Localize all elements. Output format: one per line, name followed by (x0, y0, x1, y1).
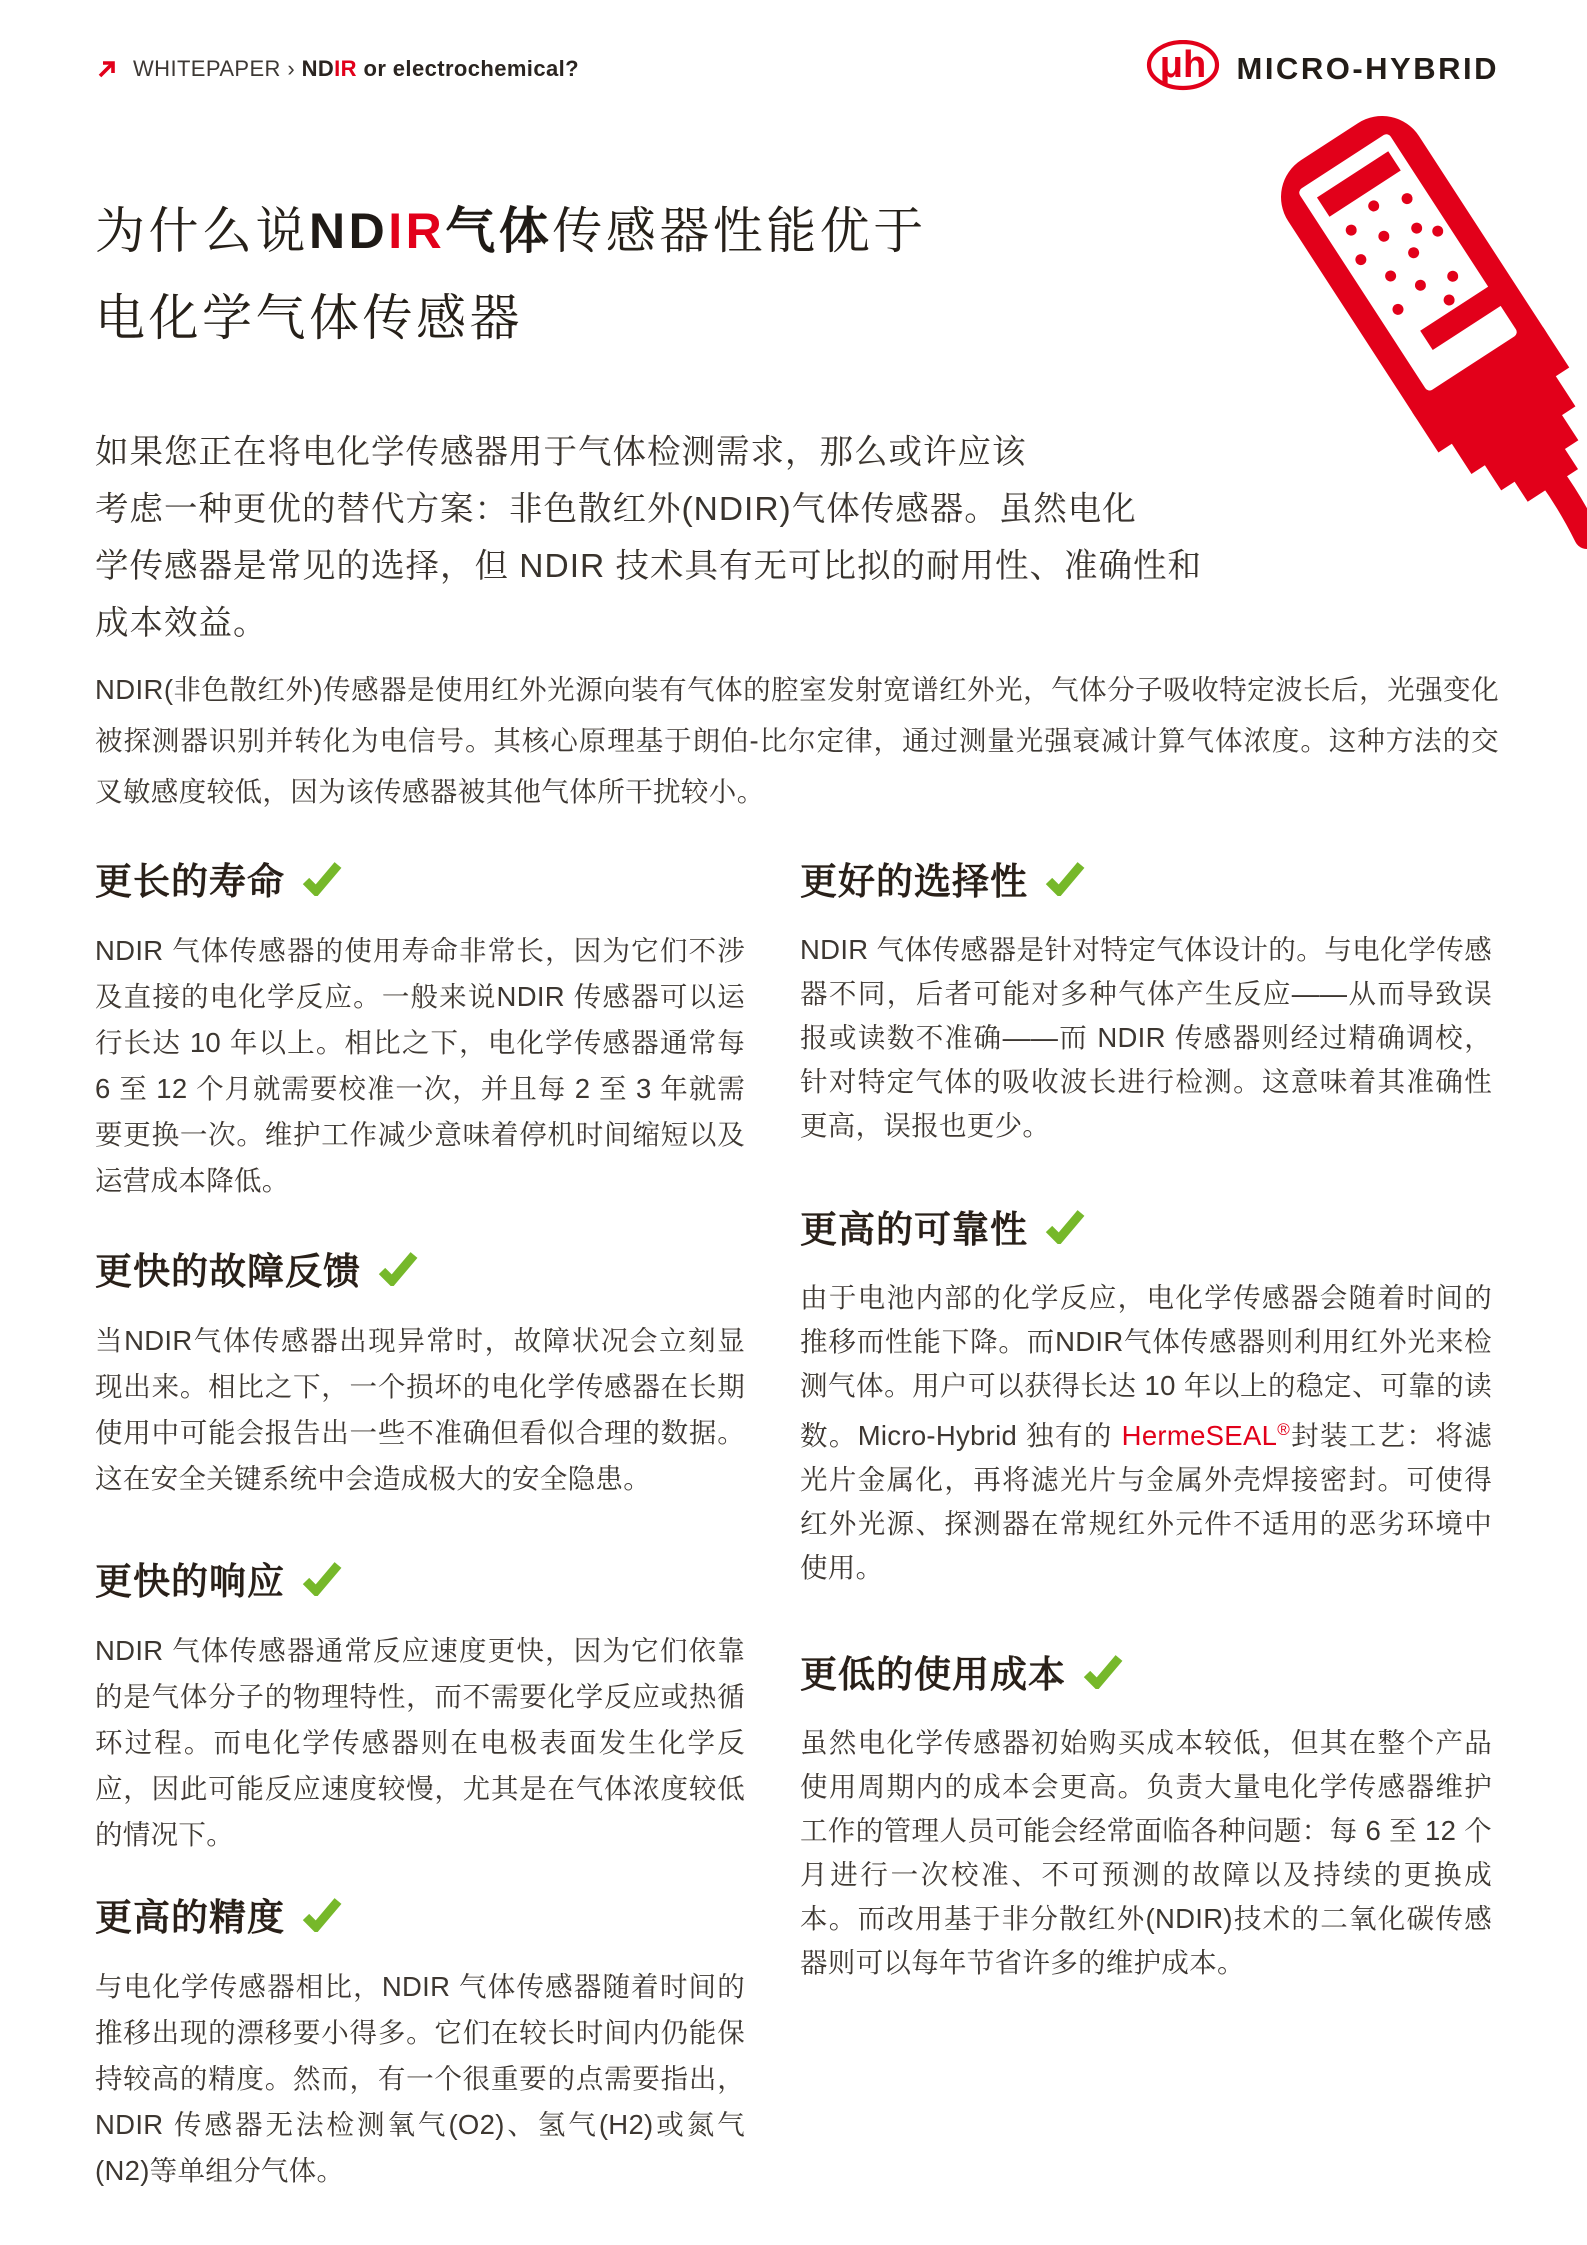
section-longer-lifespan (95, 852, 745, 1204)
breadcrumb (95, 56, 579, 82)
intro-line: 成本效益。 (95, 605, 268, 642)
check-icon (1082, 1647, 1124, 1707)
section-body (800, 1276, 1492, 1590)
page-title (95, 188, 1095, 362)
breadcrumb-ir: IR (334, 56, 357, 81)
title-part1: 为什么说 (95, 203, 309, 259)
breadcrumb-prefix: WHITEPAPER › (133, 56, 302, 81)
section-heading-text: 更快的响应 (95, 1561, 285, 1602)
section-heading (800, 852, 1492, 912)
section-faster-response (95, 1552, 745, 1858)
registered-mark: ® (1277, 1420, 1291, 1439)
section-heading (95, 1888, 745, 1948)
check-icon (301, 1554, 343, 1614)
section-body: NDIR 气体传感器通常反应速度更快，因为它们依靠的是气体分子的物理特性，而不需要化学反应或热循环过程。而电化学传感器则在电极表面发生化学反应，因此可能反应速度较慢，尤其是在气体浓度较低的情况下。 (95, 1635, 745, 1850)
section-heading-text: 更高的可靠性 (800, 1209, 1028, 1250)
logo-uh-icon (1145, 40, 1221, 98)
section-heading (800, 1645, 1492, 1705)
check-icon (377, 1244, 419, 1304)
breadcrumb-nd: ND (301, 56, 335, 81)
section-body-text: 由于电池内部的化学反应，电化学传感器会随着时间的推移而性能下降。而NDIR气体传感器则利用红外光来检测气体。用户可以获得长达 10 年以上的稳定、可靠的读数。Micro-Hybrid 独有的 (800, 1282, 1492, 1452)
section-body: 虽然电化学传感器初始购买成本较低，但其在整个产品使用周期内的成本会更高。负责大量电化学传感器维护工作的管理人员可能会经常面临各种问题：每 6 至 12 个月进行一次校准、不可预测的故障以及持续的更换成本。而改用基于非分散红外(NDIR)技术的二氧化碳传感器则可以每年节省许多的维护成本。 (800, 1727, 1492, 1978)
svg-text:μh: μh (1159, 44, 1206, 86)
page-title-line2: 电化学气体传感器 (95, 290, 523, 346)
intro-line: 考虑一种更优的替代方案：非色散红外(NDIR)气体传感器。虽然电化 (95, 491, 1137, 528)
check-icon (301, 854, 343, 914)
section-body-text: 封装工艺：将滤光片金属化，再将滤光片与金属外壳焊接密封。可使得红外光源、探测器在常规红外元件不适用的恶劣环境中使用。 (800, 1420, 1492, 1584)
section-better-selectivity (800, 852, 1492, 1148)
section-body: NDIR 气体传感器的使用寿命非常长，因为它们不涉及直接的电化学反应。一般来说NDIR 传感器可以运行长达 10 年以上。相比之下，电化学传感器通常每 6 至 12 个月就需要校准一次，并且每 2 至 3 年就需要更换一次。维护工作减少意味着停机时间缩短以及运营成本降低。 (95, 935, 745, 1196)
section-heading (95, 852, 745, 912)
section-lower-cost (800, 1645, 1492, 1985)
page-title-line1 (95, 188, 1095, 275)
section-higher-reliability (800, 1200, 1492, 1590)
check-icon (1044, 854, 1086, 914)
intro-paragraph (95, 424, 1275, 652)
hermeseal-brand-text: HermeSEAL (1121, 1420, 1278, 1452)
description-paragraph: NDIR(非色散红外)传感器是使用红外光源向装有气体的腔室发射宽谱红外光，气体分子吸收特定波长后，光强变化被探测器识别并转化为电信号。其核心原理基于朗伯-比尔定律，通过测量光强衰减计算气体浓度。这种方法的交叉敏感度较低，因为该传感器被其他气体所干扰较小。 (95, 674, 1499, 807)
section-heading (95, 1242, 745, 1302)
section-body: 与电化学传感器相比，NDIR 气体传感器随着时间的推移出现的漂移要小得多。它们在较长时间内仍能保持较高的精度。然而，有一个很重要的点需要指出，NDIR 传感器无法检测氧气(O2)、氢气(H2)或氮气(N2)等单组分气体。 (95, 1971, 745, 2186)
section-faster-fault-feedback (95, 1242, 745, 1502)
check-icon (1044, 1202, 1086, 1262)
section-heading-text: 更好的选择性 (800, 861, 1028, 902)
section-body: 当NDIR气体传感器出现异常时，故障状况会立刻显现出来。相比之下，一个损坏的电化学传感器在长期使用中可能会报告出一些不准确但看似合理的数据。这在安全关键系统中会造成极大的安全隐患。 (95, 1325, 745, 1494)
check-icon (301, 1890, 343, 1950)
section-heading-text: 更快的故障反馈 (95, 1251, 361, 1292)
section-heading-text: 更低的使用成本 (800, 1654, 1066, 1695)
breadcrumb-rest: or electrochemical? (356, 56, 579, 81)
title-ir: IR (388, 203, 446, 259)
title-part2: 气体 (445, 203, 553, 259)
breadcrumb-text (133, 56, 579, 82)
intro-line: 如果您正在将电化学传感器用于气体检测需求，那么或许应该 (95, 434, 1027, 471)
section-heading (800, 1200, 1492, 1260)
section-body: NDIR 气体传感器是针对特定气体设计的。与电化学传感器不同，后者可能对多种气体产生反应——从而导致误报或读数不准确——而 NDIR 传感器则经过精确调校，针对特定气体的吸收波长进行检测。这意味着其准确性更高，误报也更少。 (800, 934, 1492, 1141)
arrow-up-right-icon (95, 57, 119, 81)
intro-line: 学传感器是常见的选择，但 NDIR 技术具有无可比拟的耐用性、准确性和 (95, 548, 1202, 585)
logo-wordmark: MICRO-HYBRID (1236, 51, 1499, 86)
section-heading (95, 1552, 745, 1612)
section-higher-precision (95, 1888, 745, 2194)
header (95, 38, 1499, 100)
title-nd: ND (309, 203, 389, 259)
title-part3: 传感器性能优于 (552, 203, 927, 259)
section-heading-text: 更长的寿命 (95, 861, 285, 902)
section-heading-text: 更高的精度 (95, 1897, 285, 1938)
micro-hybrid-logo (1145, 40, 1500, 98)
